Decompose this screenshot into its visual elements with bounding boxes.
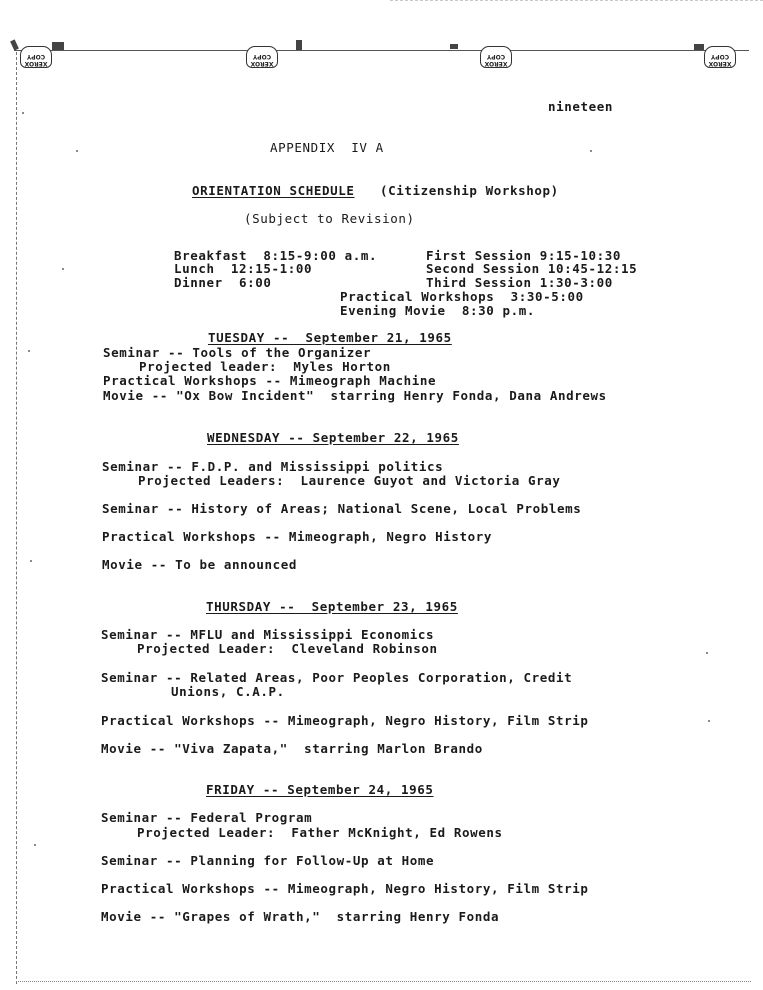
friday-movie: Movie -- "Grapes of Wrath," starring Henry Fonda bbox=[101, 909, 500, 924]
tuesday-movie: Movie -- "Ox Bow Incident" starring Henry Fonda, Dana Andrews bbox=[103, 388, 607, 403]
evening-movie-time: Evening Movie 8:30 p.m. bbox=[340, 303, 536, 318]
xerox-copy-stamp: XEROX COPY bbox=[246, 46, 278, 68]
scan-speck bbox=[62, 268, 64, 270]
friday-leader: Projected Leader: Father McKnight, Ed Rowens bbox=[137, 825, 503, 840]
tuesday-heading: TUESDAY -- September 21, 1965 bbox=[208, 330, 452, 345]
first-session-time: First Session 9:15-10:30 bbox=[426, 248, 622, 263]
scan-speck bbox=[30, 560, 32, 562]
scan-smudge bbox=[52, 42, 64, 50]
friday-workshops: Practical Workshops -- Mimeograph, Negro History, Film Strip bbox=[101, 881, 589, 896]
scan-smudge bbox=[10, 39, 19, 50]
page-bottom-edge bbox=[16, 981, 751, 982]
xerox-copy-stamp: XEROX COPY bbox=[480, 46, 512, 68]
thursday-leader: Projected Leader: Cleveland Robinson bbox=[137, 641, 438, 656]
wednesday-workshops: Practical Workshops -- Mimeograph, Negro History bbox=[102, 529, 493, 544]
thursday-seminar-2: Seminar -- Related Areas, Poor Peoples Corporation, Credit bbox=[101, 670, 573, 685]
second-session-time: Second Session 10:45-12:15 bbox=[426, 261, 638, 276]
thursday-seminar-2-cont: Unions, C.A.P. bbox=[171, 684, 285, 699]
tuesday-workshops: Practical Workshops -- Mimeograph Machine bbox=[103, 373, 437, 388]
breakfast-time: Breakfast 8:15-9:00 a.m. bbox=[174, 248, 378, 263]
schedule-subtitle: (Citizenship Workshop) bbox=[380, 183, 559, 198]
scan-smudge bbox=[694, 44, 704, 50]
scan-speck bbox=[76, 150, 78, 152]
scan-speck bbox=[590, 150, 592, 152]
scan-speck bbox=[706, 652, 708, 654]
wednesday-seminar-2: Seminar -- History of Areas; National Scene, Local Problems bbox=[102, 501, 582, 516]
scan-smudge bbox=[296, 40, 302, 50]
scan-speck bbox=[34, 844, 36, 846]
page-number: nineteen bbox=[548, 99, 614, 114]
page-left-edge bbox=[16, 52, 17, 984]
scan-speck bbox=[708, 720, 710, 722]
thursday-movie: Movie -- "Viva Zapata," starring Marlon Brando bbox=[101, 741, 483, 756]
xerox-copy-stamp: XEROX COPY bbox=[20, 46, 52, 68]
scan-smudge bbox=[450, 44, 458, 49]
thursday-seminar-1: Seminar -- MFLU and Mississippi Economics bbox=[101, 627, 435, 642]
friday-seminar-1: Seminar -- Federal Program bbox=[101, 810, 313, 825]
xerox-copy-stamp: XEROX COPY bbox=[704, 46, 736, 68]
wednesday-heading: WEDNESDAY -- September 22, 1965 bbox=[207, 430, 459, 445]
scan-speck bbox=[28, 350, 30, 352]
friday-heading: FRIDAY -- September 24, 1965 bbox=[206, 782, 434, 797]
dinner-time: Dinner 6:00 bbox=[174, 275, 272, 290]
revision-note: (Subject to Revision) bbox=[244, 211, 415, 226]
wednesday-movie: Movie -- To be announced bbox=[102, 557, 298, 572]
page-top-edge bbox=[14, 50, 749, 51]
wednesday-leaders: Projected Leaders: Laurence Guyot and Victoria Gray bbox=[138, 473, 561, 488]
tuesday-seminar: Seminar -- Tools of the Organizer bbox=[103, 345, 372, 360]
friday-seminar-2: Seminar -- Planning for Follow-Up at Home bbox=[101, 853, 435, 868]
scan-speck bbox=[22, 112, 24, 114]
schedule-title: ORIENTATION SCHEDULE bbox=[192, 183, 355, 198]
tuesday-leader: Projected leader: Myles Horton bbox=[139, 359, 391, 374]
third-session-time: Third Session 1:30-3:00 bbox=[426, 275, 613, 290]
top-dashed-line bbox=[390, 0, 763, 1]
lunch-time: Lunch 12:15-1:00 bbox=[174, 261, 313, 276]
wednesday-seminar-1: Seminar -- F.D.P. and Mississippi politics bbox=[102, 459, 444, 474]
thursday-heading: THURSDAY -- September 23, 1965 bbox=[206, 599, 458, 614]
appendix-heading: APPENDIX IV A bbox=[270, 140, 384, 155]
practical-workshops-time: Practical Workshops 3:30-5:00 bbox=[340, 289, 584, 304]
thursday-workshops: Practical Workshops -- Mimeograph, Negro History, Film Strip bbox=[101, 713, 589, 728]
